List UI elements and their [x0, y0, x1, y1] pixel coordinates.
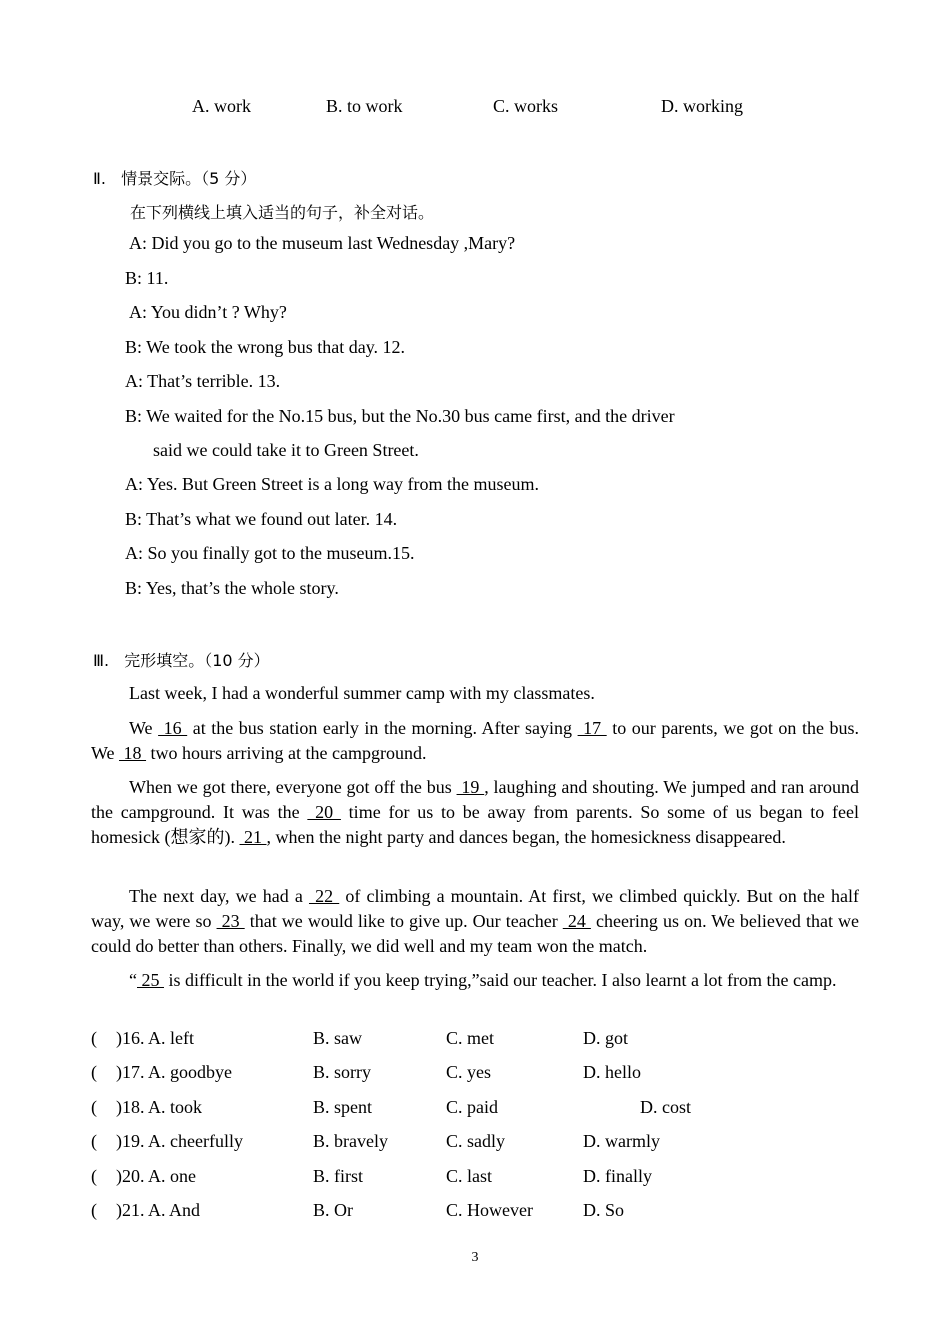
question-row [91, 1166, 871, 1192]
blank-24: 24 [562, 911, 591, 931]
answer-paren[interactable]: ( [91, 1028, 97, 1048]
blank-19: 19 [456, 777, 485, 797]
question-option-d: D. warmly [583, 1131, 660, 1151]
option-a: A. work [192, 96, 251, 116]
question-option-b: B. first [313, 1166, 364, 1186]
dialogue-line: A: You didn’t ? Why? [129, 302, 287, 322]
dialogue-line: A: That’s terrible. 13. [125, 371, 281, 391]
passage-paragraph-2: We 16 at the bus station early in the morning. After saying 17 to our parents, we got on the bus. We 18 two hours arriving at the campground. [91, 718, 859, 763]
question-row [91, 1131, 871, 1157]
dialogue-line: said we could take it to Green Street. [153, 440, 419, 460]
answer-paren[interactable]: ( [91, 1131, 97, 1151]
question-row [91, 1062, 871, 1088]
dialogue-line: B: Yes, that’s the whole story. [125, 578, 339, 598]
section-2-number: Ⅱ. [93, 169, 106, 188]
blank-22: 22 [308, 886, 340, 906]
question-option-b: B. saw [313, 1028, 362, 1048]
blank-16: 16 [158, 718, 188, 738]
question-row [91, 1097, 871, 1123]
section-2-instruction: 在下列横线上填入适当的句子，补全对话。 [130, 203, 435, 222]
question-option-c: C. sadly [446, 1131, 506, 1151]
section-2-heading [93, 166, 256, 189]
option-b: B. to work [326, 96, 403, 116]
question-option-a: )17. A. goodbye [116, 1062, 232, 1082]
answer-paren[interactable]: ( [91, 1062, 97, 1082]
question-option-a: )20. A. one [116, 1166, 196, 1186]
question-row [91, 1200, 871, 1226]
question-option-c: C. paid [446, 1097, 498, 1117]
dialogue-line: B: That’s what we found out later. 14. [125, 509, 398, 529]
question-option-a: )21. A. And [116, 1200, 201, 1220]
question-option-a: )19. A. cheerfully [116, 1131, 243, 1151]
section-3-title: 完形填空。（10 分） [124, 651, 270, 670]
question-option-c: C. met [446, 1028, 494, 1048]
passage-paragraph-4: The next day, we had a 22 of climbing a mountain. At first, we climbed quickly. But on the half way, we were so 23 that we would like to give up. Our teacher 24 cheering us on. We believed that we could do better than others. Finally, we did well and my team won the match. [91, 886, 860, 956]
question-option-a: )18. A. took [116, 1097, 203, 1117]
question-option-b: B. bravely [313, 1131, 388, 1151]
option-d: D. working [661, 96, 743, 116]
blank-25: 25 [137, 970, 164, 990]
option-c: C. works [493, 96, 559, 116]
passage-paragraph-3: When we got there, everyone got off the bus 19 , laughing and shouting. We jumped and ran around the campground. It was the 20 time for us to be away from parents. So some of us began to feel homesick (想家的). 21 , when the night party and dances began, the homesickness disappeared. [91, 777, 860, 847]
answer-paren[interactable]: ( [91, 1200, 97, 1220]
passage-paragraph-1: Last week, I had a wonderful summer camp with my classmates. [129, 683, 595, 703]
blank-17: 17 [577, 718, 607, 738]
dialogue-line: B: 11. [125, 268, 169, 288]
dialogue-line: B: We took the wrong bus that day. 12. [125, 337, 406, 357]
dialogue-line: A: Yes. But Green Street is a long way from the museum. [125, 474, 539, 494]
page-number: 3 [471, 1250, 479, 1265]
passage-paragraph-5: “ 25 is difficult in the world if you keep trying,”said our teacher. I also learnt a lot from the camp. [129, 970, 837, 990]
section-3-number: Ⅲ. [93, 651, 110, 670]
blank-18: 18 [119, 743, 147, 763]
question-option-b: B. spent [313, 1097, 373, 1117]
blank-20: 20 [307, 802, 341, 822]
section-2-title: 情景交际。（5 分） [121, 169, 257, 188]
question-option-d: D. got [583, 1028, 628, 1048]
blank-21: 21 [239, 827, 267, 847]
question-option-c: C. yes [446, 1062, 491, 1082]
question-option-d: D. cost [640, 1097, 691, 1117]
answer-paren[interactable]: ( [91, 1097, 97, 1117]
section-3-heading [93, 648, 270, 671]
answer-paren[interactable]: ( [91, 1166, 97, 1186]
question-option-c: C. last [446, 1166, 493, 1186]
dialogue-line: B: We waited for the No.15 bus, but the No.30 bus came first, and the driver [125, 406, 675, 426]
question-option-a: )16. A. left [116, 1028, 194, 1048]
blank-23: 23 [216, 911, 245, 931]
question-option-b: B. sorry [313, 1062, 371, 1082]
dialogue-line: A: So you finally got to the museum.15. [125, 543, 415, 563]
question-option-d: D. finally [583, 1166, 652, 1186]
question-option-c: C. However [446, 1200, 533, 1220]
question-option-d: D. So [583, 1200, 625, 1220]
question-option-b: B. Or [313, 1200, 353, 1220]
question-row [91, 1028, 871, 1054]
question-option-d: D. hello [583, 1062, 641, 1082]
dialogue-line: A: Did you go to the museum last Wednesday ,Mary? [129, 233, 516, 253]
